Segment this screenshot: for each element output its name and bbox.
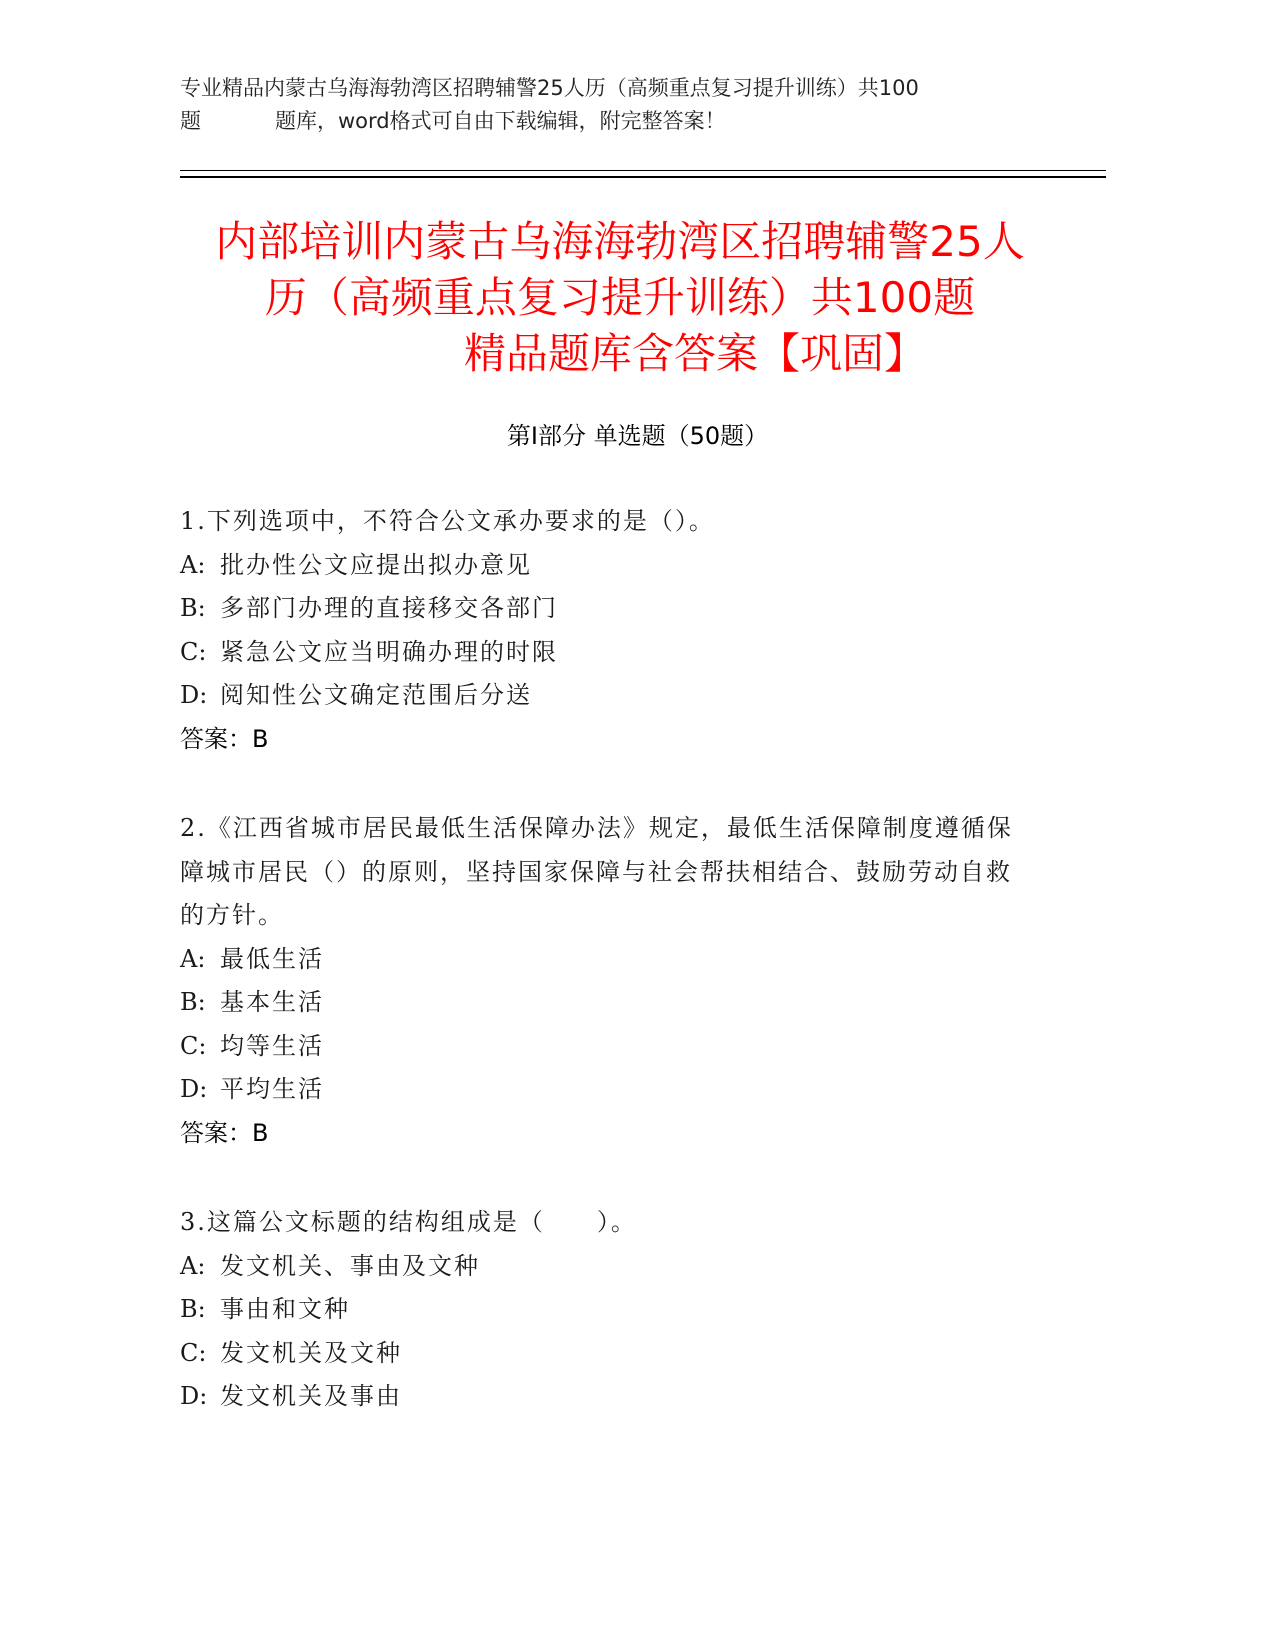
header-note-line2 bbox=[180, 105, 1080, 138]
document-title-line1: 内部培训内蒙古乌海海勃湾区招聘辅警25人 bbox=[215, 217, 1025, 266]
option-letter: D: bbox=[180, 1075, 208, 1103]
option-letter: B: bbox=[180, 1295, 206, 1323]
document-title-line2: 历（高频重点复习提升训练）共100题 bbox=[264, 273, 976, 322]
option-letter: A: bbox=[180, 550, 206, 579]
option-c bbox=[180, 631, 1020, 675]
option-letter: A: bbox=[180, 1251, 206, 1280]
question-1 bbox=[180, 500, 1020, 761]
option-text: 最低生活 bbox=[220, 944, 324, 973]
option-text: 事由和文种 bbox=[220, 1295, 350, 1323]
option-text: 均等生活 bbox=[220, 1031, 324, 1060]
option-letter: B: bbox=[180, 988, 206, 1016]
option-text: 基本生活 bbox=[220, 988, 324, 1016]
option-b bbox=[180, 587, 1020, 631]
option-letter: B: bbox=[180, 594, 206, 622]
option-text: 多部门办理的直接移交各部门 bbox=[220, 594, 558, 622]
header-note bbox=[180, 72, 1080, 138]
question-stem: 1.下列选项中，不符合公文承办要求的是（）。 bbox=[180, 507, 715, 535]
option-letter: D: bbox=[180, 1382, 208, 1410]
option-a bbox=[180, 938, 1020, 982]
option-text: 发文机关及事由 bbox=[220, 1382, 402, 1410]
option-a bbox=[180, 544, 1020, 588]
option-letter: C: bbox=[180, 637, 207, 666]
option-a bbox=[180, 1245, 1020, 1289]
option-c bbox=[180, 1332, 1020, 1376]
header-note-line2-right: 题库，word格式可自由下载编辑，附完整答案！ bbox=[275, 109, 726, 133]
document-title bbox=[170, 214, 1070, 382]
option-letter: C: bbox=[180, 1338, 207, 1367]
option-text: 发文机关、事由及文种 bbox=[220, 1251, 480, 1280]
question-stem: 2.《江西省城市居民最低生活保障办法》规定，最低生活保障制度遵循保障城市居民（）的原则，坚持国家保障与社会帮扶相结合、鼓励劳动自救的方针。 bbox=[180, 814, 1013, 929]
option-text: 紧急公文应当明确办理的时限 bbox=[220, 637, 558, 666]
question-stem: 3.这篇公文标题的结构组成是（ ）。 bbox=[180, 1208, 637, 1236]
header-divider-thin bbox=[180, 170, 1106, 171]
option-letter: D: bbox=[180, 681, 208, 709]
option-c bbox=[180, 1025, 1020, 1069]
option-text: 发文机关及文种 bbox=[220, 1338, 402, 1367]
option-b bbox=[180, 981, 1020, 1025]
option-text: 平均生活 bbox=[220, 1075, 324, 1103]
option-d bbox=[180, 674, 1020, 718]
document-title-line3: 精品题库含答案【巩固】 bbox=[463, 329, 926, 378]
header-note-line2-left: 题 bbox=[180, 109, 201, 133]
answer-line: 答案：B bbox=[180, 724, 269, 753]
option-d bbox=[180, 1068, 1020, 1112]
option-letter: A: bbox=[180, 944, 206, 973]
question-list bbox=[180, 500, 1020, 1465]
option-text: 阅知性公文确定范围后分送 bbox=[220, 681, 532, 709]
section-title: 第Ⅰ部分 单选题（50题） bbox=[506, 422, 769, 450]
question-2 bbox=[180, 807, 1020, 1155]
header-note-line1: 专业精品内蒙古乌海海勃湾区招聘辅警25人历（高频重点复习提升训练）共100 bbox=[180, 76, 919, 100]
header-divider-thick bbox=[180, 176, 1106, 178]
option-b bbox=[180, 1288, 1020, 1332]
option-d bbox=[180, 1375, 1020, 1419]
question-3 bbox=[180, 1201, 1020, 1419]
option-text: 批办性公文应提出拟办意见 bbox=[220, 550, 532, 579]
option-letter: C: bbox=[180, 1031, 207, 1060]
answer-line: 答案：B bbox=[180, 1118, 269, 1147]
